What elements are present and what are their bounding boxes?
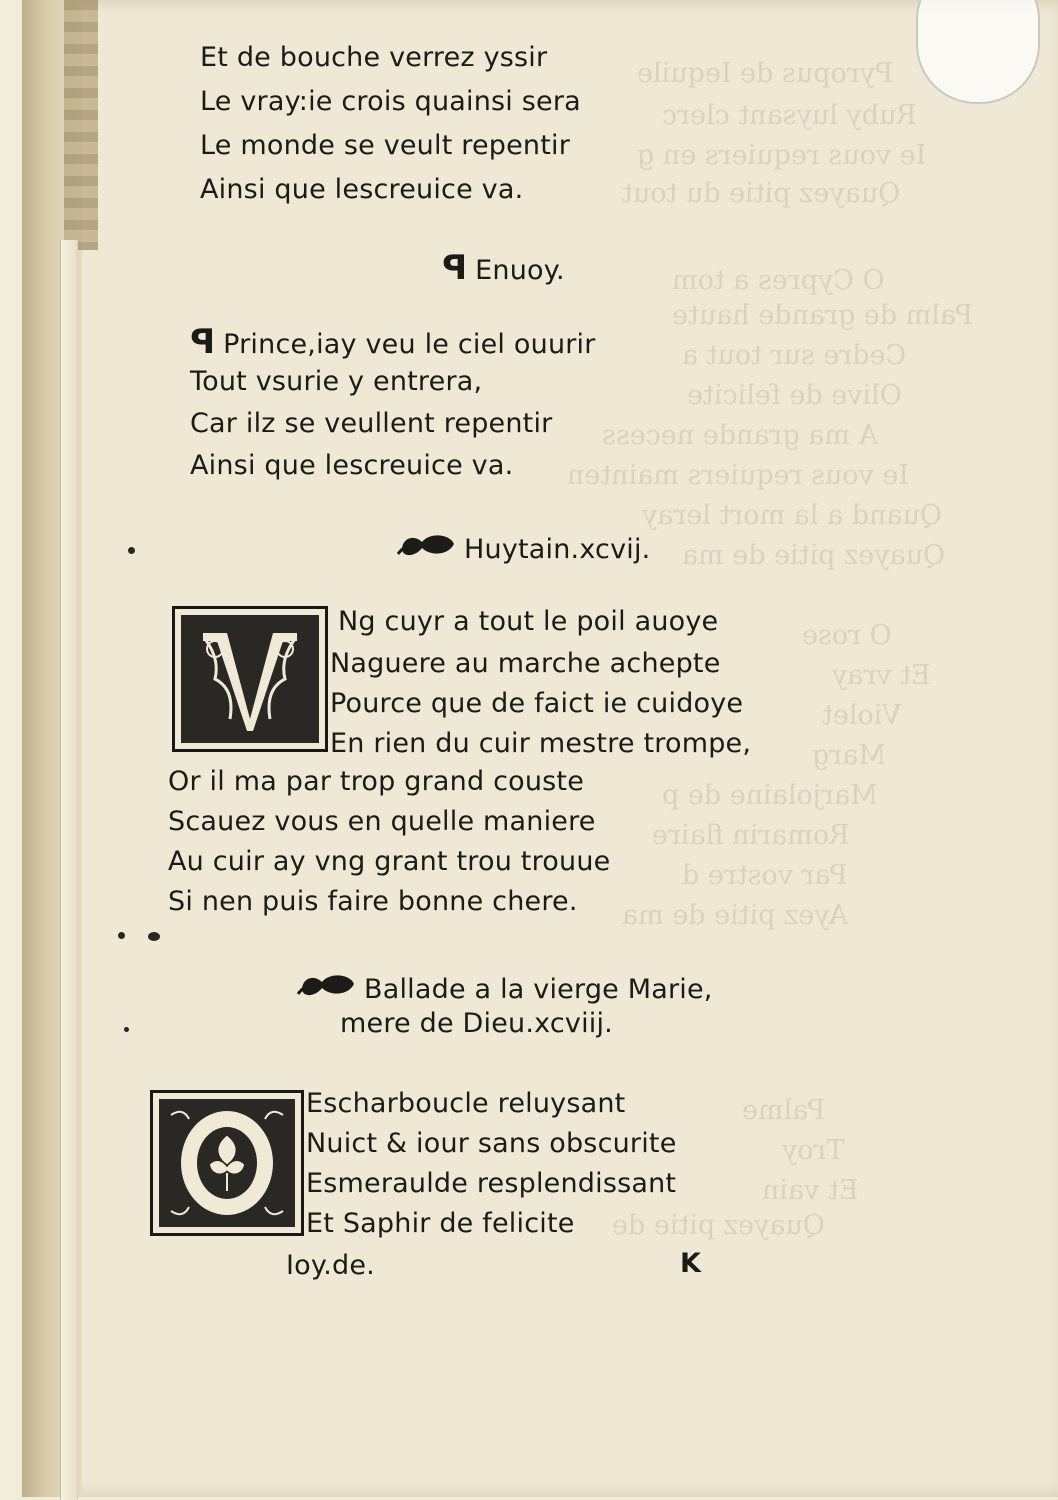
bleed-line: Par vostre d xyxy=(682,860,848,891)
signature-mark: K xyxy=(680,1248,702,1279)
verse-line: Nuict & iour sans obscurite xyxy=(306,1128,677,1159)
ink-speck xyxy=(124,1027,129,1032)
verse-line: Tout vsurie y entrera, xyxy=(190,366,483,397)
bleed-line: Marjolaine de p xyxy=(662,780,878,811)
verse-line: Et Saphir de felicite xyxy=(306,1208,575,1239)
verse-line: Ainsi que lescreuice va. xyxy=(190,450,514,481)
ballade-heading-line-2: mere de Dieu.xcviij. xyxy=(340,1008,613,1039)
ink-speck xyxy=(148,932,160,941)
verse-line: Le monde se veult repentir xyxy=(200,130,571,161)
pilcrow-icon: P xyxy=(442,248,468,288)
ink-speck xyxy=(118,932,125,939)
verse-line: Au cuir ay vng grant trou trouue xyxy=(168,846,611,877)
verse-line: En rien du cuir mestre trompe, xyxy=(330,728,752,759)
bleed-line: Cedre sur tout a xyxy=(682,340,907,371)
bleed-line: Pyropus de Iequile xyxy=(637,58,894,89)
huytain-heading-text: Huytain.xcvij. xyxy=(464,534,651,565)
bleed-line: Quayez pitie de xyxy=(612,1210,825,1241)
verse-line-text: Prince,iay veu le ciel ouurir xyxy=(223,329,596,360)
ink-speck xyxy=(128,547,135,554)
verse-line: Esmeraulde resplendissant xyxy=(306,1168,677,1199)
fleuron-icon xyxy=(296,968,358,1005)
bleed-line: Ie vous requiers mainten xyxy=(567,460,910,491)
fleuron-icon xyxy=(396,528,458,565)
ballade-heading-line-1: Ballade a la vierge Marie, xyxy=(364,974,713,1005)
huytain-heading xyxy=(396,528,650,565)
verse-line: Scauez vous en quelle maniere xyxy=(168,806,596,837)
bleed-line: Violet xyxy=(822,700,902,731)
verse-line: Pource que de faict ie cuidoye xyxy=(330,688,744,719)
bleed-line: Quand a la mort leray xyxy=(642,500,942,531)
verse-line: Ng cuyr a tout le poil auoye xyxy=(338,606,719,637)
bleed-line: Quayez pitie du tout xyxy=(622,178,901,209)
verse-line: Si nen puis faire bonne chere. xyxy=(168,886,578,917)
decorated-initial-v xyxy=(172,606,328,752)
bleed-line: Ie vous requiers en g xyxy=(637,140,927,171)
page-edge-strip xyxy=(60,240,78,1500)
verse-line: Le vray:ie crois quainsi sera xyxy=(200,86,581,117)
binding-thread xyxy=(64,0,98,250)
bleed-line: Marg xyxy=(812,740,886,771)
bleed-line: Quayez pitie de ma xyxy=(682,540,946,571)
bleed-line: Olive de felicite xyxy=(687,380,902,411)
verse-line: Car ilz se veullent repentir xyxy=(190,408,553,439)
decorated-initial-o xyxy=(150,1090,304,1236)
bleed-line: Et vain xyxy=(762,1175,859,1206)
verse-line: Et de bouche verrez yssir xyxy=(200,42,548,73)
page-clip xyxy=(916,0,1040,104)
bleed-line: Romarin flaire xyxy=(652,820,850,851)
verse-line xyxy=(190,322,596,362)
verse-line: Or il ma par trop grand couste xyxy=(168,766,585,797)
catchword: Ioy.de. xyxy=(286,1250,375,1281)
bleed-line: Palm de grande haute xyxy=(672,300,973,331)
ballade-heading xyxy=(296,968,713,1005)
bleed-line: O Cypres a tom xyxy=(672,265,885,296)
verse-line: Naguere au marche achepte xyxy=(330,648,721,679)
verse-line: Ainsi que lescreuice va. xyxy=(200,174,524,205)
bleed-line: A ma grande necess xyxy=(602,420,879,451)
bleed-line: Ruby luysant clerc xyxy=(662,100,917,131)
bleed-line: Et vray xyxy=(832,660,931,691)
bleed-line: Palme xyxy=(742,1095,826,1126)
bleed-line: Ayez pitie de ma xyxy=(622,900,848,931)
bleed-line: Troy xyxy=(782,1135,845,1166)
bleed-line: O rose xyxy=(802,620,892,651)
envoy-heading-text: Enuoy. xyxy=(475,255,565,286)
envoy-heading xyxy=(442,248,565,288)
pilcrow-icon: P xyxy=(190,322,216,362)
verse-line: Escharboucle reluysant xyxy=(306,1088,626,1119)
